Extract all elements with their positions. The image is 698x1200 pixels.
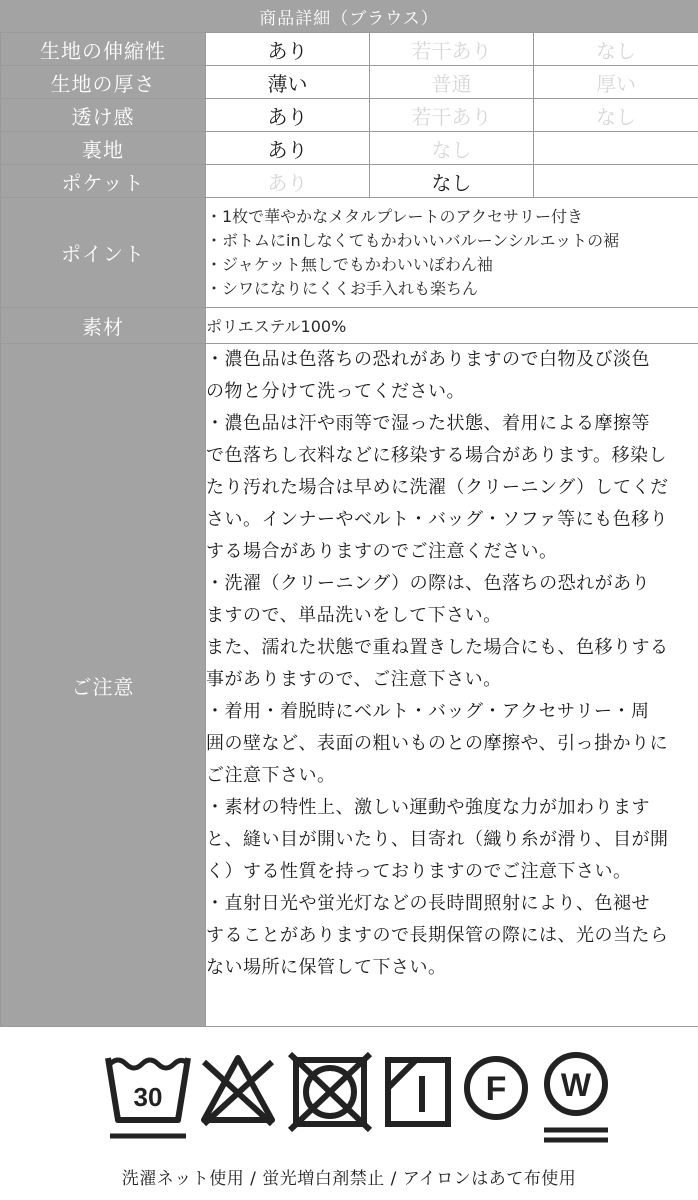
- caution-row: [1, 344, 698, 1027]
- spec-label: 透け感: [1, 99, 206, 132]
- care-label-icons: [0, 1050, 698, 1150]
- spec-option: なし: [534, 99, 698, 132]
- spec-label: 生地の厚さ: [1, 66, 206, 99]
- spec-label: ポケット: [1, 165, 206, 198]
- spec-option: 若干あり: [370, 99, 534, 132]
- spec-option: なし: [534, 33, 698, 66]
- spec-option: なし: [370, 165, 534, 198]
- spec-row-pocket: [1, 165, 698, 198]
- material-value: ポリエステル100%: [206, 308, 698, 344]
- spec-option: あり: [206, 33, 370, 66]
- spec-option: 普通: [370, 66, 534, 99]
- caution-line: また、濡れた状態で重ね置きした場合にも、色移りする: [206, 637, 669, 658]
- caution-line: と、縫い目が開いたり、目寄れ（織り糸が滑り、目が開: [206, 829, 669, 850]
- care-instructions: 洗濯ネット使用 / 蛍光増白剤禁止 / アイロンはあて布使用: [121, 1169, 577, 1189]
- point-item: ・ジャケット無しでもかわいいぽわん袖: [206, 254, 493, 274]
- spec-option: [534, 165, 698, 198]
- point-row: [1, 198, 698, 308]
- section-title: 商品詳細（ブラウス）: [259, 8, 439, 29]
- spec-row-lining: [1, 132, 698, 165]
- spec-label: 生地の伸縮性: [1, 33, 206, 66]
- dryclean-f-icon: [460, 1050, 532, 1126]
- point-item: ・ボトムにinしなくてもかわいいバルーンシルエットの裾: [206, 230, 620, 250]
- caution-line: で色落ちし衣料などに移染する場合があります。移染し: [206, 445, 668, 466]
- caution-line: ・素材の特性上、激しい運動や強度な力が加わります: [206, 797, 650, 818]
- spec-option: 厚い: [534, 66, 698, 99]
- section-header: [0, 0, 698, 32]
- wash-temp: 30: [133, 1082, 163, 1112]
- caution-line: たり汚れた場合は早めに洗濯（クリーニング）してくだ: [206, 477, 669, 498]
- material-label: 素材: [1, 308, 206, 344]
- spec-option: あり: [206, 99, 370, 132]
- spec-option: [534, 132, 698, 165]
- spec-option: あり: [206, 132, 370, 165]
- wetclean-letter: W: [560, 1067, 592, 1103]
- spec-option: 薄い: [206, 66, 370, 99]
- caution-line: ・着用・着脱時にベルト・バッグ・アクセサリー・周: [206, 701, 650, 722]
- caution-line: ・直射日光や蛍光灯などの長時間照射により、色褪せ: [206, 893, 650, 914]
- wetclean-w-icon: [540, 1050, 612, 1146]
- caution-text: [206, 344, 698, 1027]
- no-tumble-dry-icon: [288, 1050, 372, 1134]
- wash-30-icon: [104, 1050, 192, 1142]
- caution-line: ない場所に保管して下さい。: [206, 957, 447, 978]
- caution-line: することがありますので長期保管の際には、光の当たら: [206, 925, 669, 946]
- line-dry-shade-icon: [382, 1050, 454, 1130]
- dryclean-letter: F: [485, 1070, 507, 1108]
- point-item: ・1枚で華やかなメタルプレートのアクセサリー付き: [206, 206, 584, 226]
- caution-line: 囲の壁など、表面の粗いものとの摩擦や、引っ掛かりに: [206, 733, 669, 754]
- caution-line: さい。インナーやベルト・バッグ・ソファ等にも色移り: [206, 509, 669, 530]
- spec-option: なし: [370, 132, 534, 165]
- point-item: ・シワになりにくくお手入れも楽ちん: [206, 278, 479, 298]
- spec-row-thickness: [1, 66, 698, 99]
- spec-row-stretch: [1, 33, 698, 66]
- caution-line: ますので、単品洗いをして下さい。: [206, 605, 502, 626]
- spec-option: 若干あり: [370, 33, 534, 66]
- caution-label: ご注意: [1, 344, 206, 1027]
- spec-row-sheerness: [1, 99, 698, 132]
- caution-line: ・洗濯（クリーニング）の際は、色落ちの恐れがあり: [206, 573, 651, 594]
- caution-line: ・濃色品は色落ちの恐れがありますので白物及び淡色: [206, 349, 650, 370]
- point-label: ポイント: [1, 198, 206, 308]
- caution-line: 事がありますので、ご注意下さい。: [206, 669, 502, 690]
- caution-line: の物と分けて洗ってください。: [206, 381, 465, 402]
- material-row: [1, 308, 698, 344]
- spec-table: [0, 32, 698, 1027]
- caution-line: ご注意下さい。: [206, 765, 336, 786]
- spec-label: 裏地: [1, 132, 206, 165]
- spec-option: あり: [206, 165, 370, 198]
- no-bleach-icon: [198, 1050, 278, 1130]
- caution-line: ・濃色品は汗や雨等で湿った状態、着用による摩擦等: [206, 413, 650, 434]
- caution-line: く）する性質を持っておりますのでご注意下さい。: [206, 861, 632, 882]
- caution-line: する場合がありますのでご注意ください。: [206, 541, 558, 562]
- point-list: [206, 198, 698, 308]
